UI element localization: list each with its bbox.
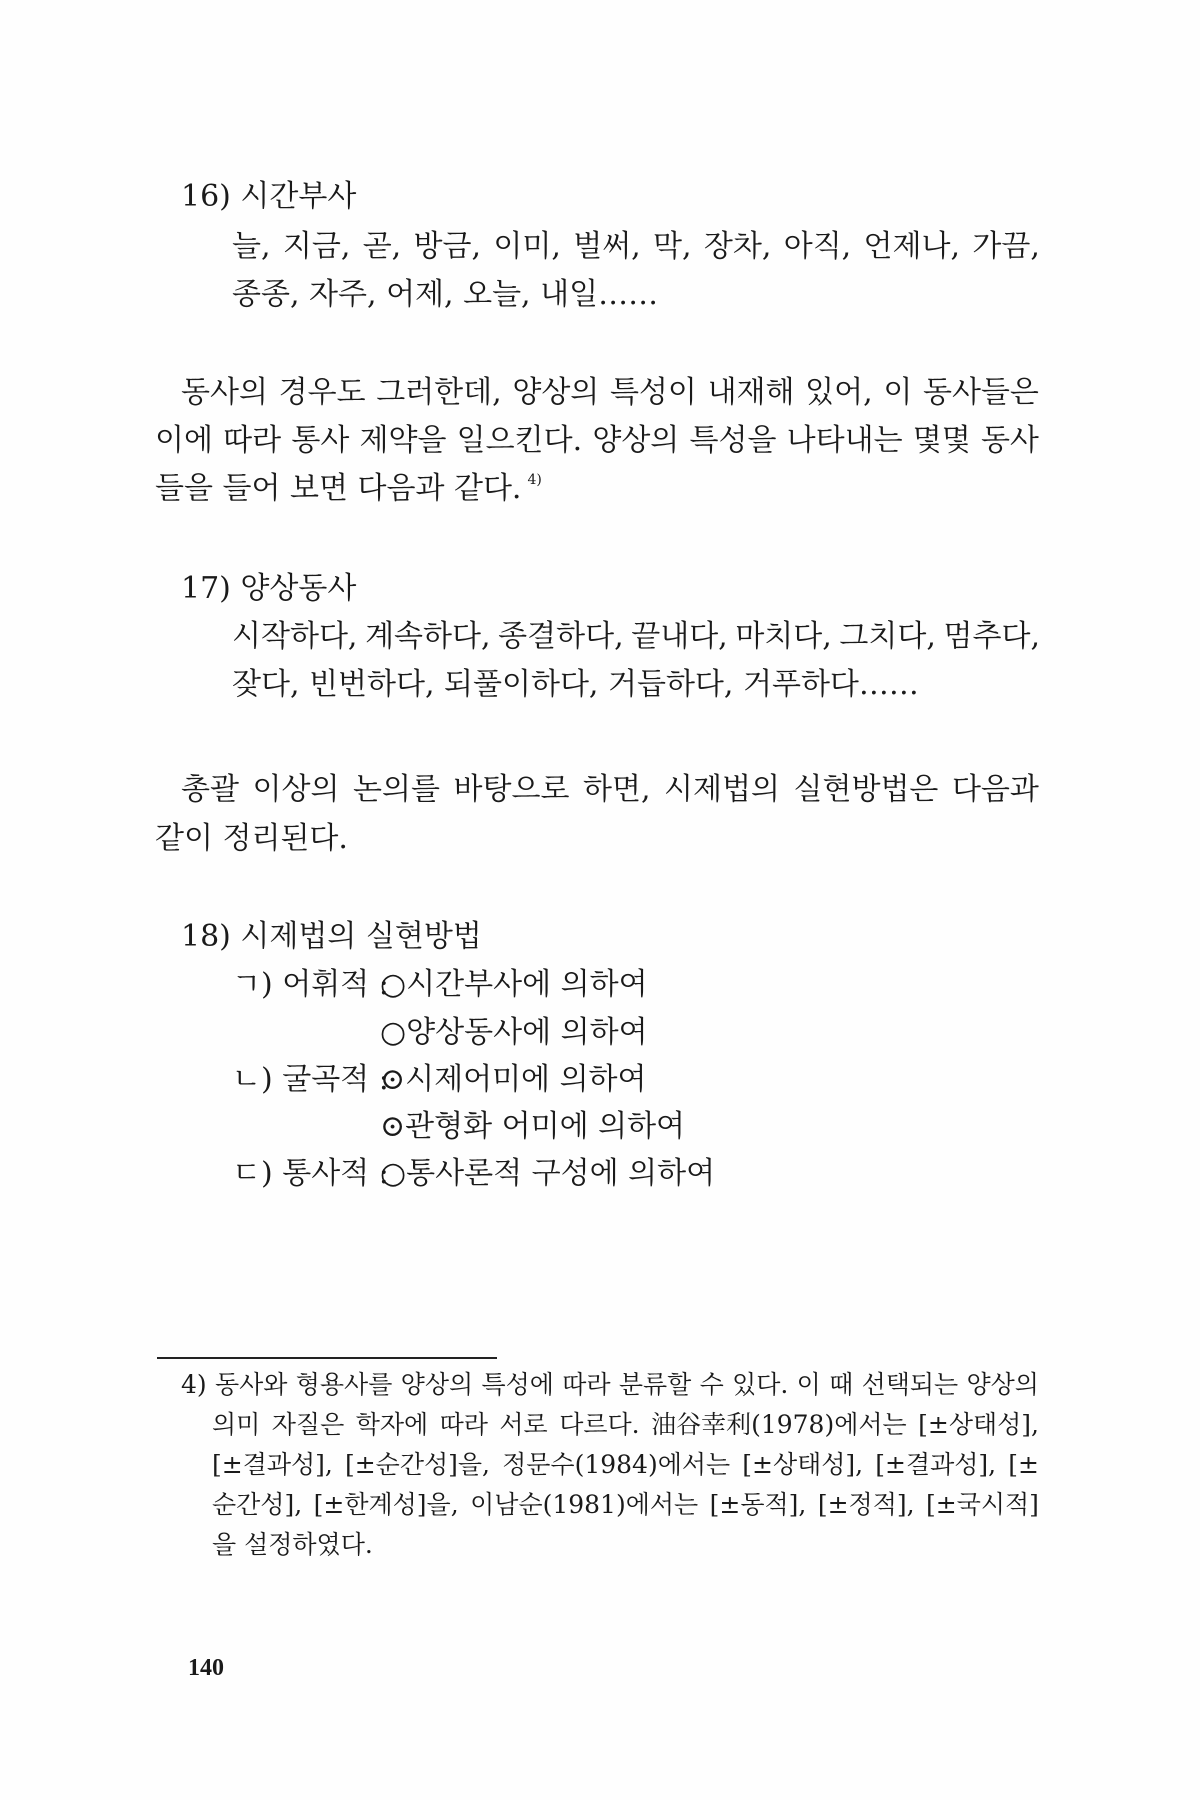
ex18-row-2-value: ○양상동사에 의하여 [380, 1015, 648, 1050]
word: 따라 [439, 1410, 488, 1439]
example-16-heading: 16) 시간부사 [181, 179, 357, 214]
word: 있어, [805, 375, 873, 410]
word: 의미 [212, 1410, 261, 1439]
word: 종결하다, [498, 619, 624, 654]
word: 시작하다, [232, 619, 358, 654]
paragraph-1-line-2 [155, 424, 1039, 458]
word: 마치다, [735, 619, 832, 654]
word: 순간성], [212, 1490, 303, 1519]
word: [±상태성], [742, 1450, 864, 1479]
word: 곧, [362, 229, 402, 264]
footnote-line-4 [212, 1490, 1039, 1520]
footnote-line-5: 을 설정하였다. [212, 1530, 373, 1559]
word: 특성이 [609, 375, 697, 410]
example-17-line-2: 잦다, 빈번하다, 되풀이하다, 거듭하다, 거푸하다…… [232, 667, 919, 702]
word: 장차, [703, 229, 772, 264]
word: 동사와 [214, 1370, 288, 1399]
word: 지금, [282, 229, 351, 264]
word: 그치다, [839, 619, 936, 654]
word: 있다. [732, 1370, 789, 1399]
word: [±상태성], [918, 1410, 1039, 1439]
word: 내재해 [707, 375, 795, 410]
word: 정문수(1984)에서는 [502, 1450, 731, 1479]
word: [±결과성], [875, 1450, 997, 1479]
word: 동사의 [181, 375, 268, 410]
word: 나타내는 [786, 423, 903, 458]
word: 이미, [493, 229, 561, 264]
ex18-row-5-value: ○통사론적 구성에 의하여 [380, 1156, 716, 1191]
footnote-line-1 [181, 1370, 1039, 1400]
paragraph-2-line-1 [181, 773, 1039, 807]
ex18-row-1-label: ㄱ) 어휘적 : [232, 967, 389, 1002]
word: 선택되는 [861, 1370, 959, 1399]
example-18-heading: 18) 시제법의 실현방법 [181, 919, 482, 954]
word: 동사들은 [922, 375, 1039, 410]
word: 양상의 [592, 423, 680, 458]
word: [±정적], [817, 1490, 915, 1519]
word: 그러한데, [376, 375, 502, 410]
paragraph-1-line-3-text: 들을 들어 보면 다음과 같다. [155, 471, 522, 506]
ex18-row-3-label: ㄴ) 굴곡적 : [232, 1062, 389, 1097]
word: 다르다. [559, 1410, 640, 1439]
word: 양상의 [966, 1370, 1039, 1399]
word: 막, [653, 229, 692, 264]
word: 몇몇 [912, 423, 971, 458]
word: 학자에 [355, 1410, 429, 1439]
word: 자질은 [271, 1410, 345, 1439]
word: [±한계성]을, [313, 1490, 459, 1519]
word: 분류할 [618, 1370, 692, 1399]
word: 따라 [223, 423, 282, 458]
word: 계속하다, [365, 619, 491, 654]
word: 경우도 [278, 375, 366, 410]
ex18-row-4-value: ⊙관형화 어미에 의하여 [380, 1109, 686, 1144]
word: 양상의 [512, 375, 600, 410]
word: 수 [699, 1370, 724, 1399]
ex18-row-1-value: ○시간부사에 의하여 [380, 967, 648, 1002]
word: 실현방법은 [793, 772, 939, 807]
word: 이남순(1981)에서는 [470, 1490, 699, 1519]
word: [±동적], [709, 1490, 807, 1519]
word: 시제법의 [664, 772, 780, 807]
word: 이 [883, 375, 913, 410]
paragraph-1-line-3 [155, 472, 542, 511]
word: 때 [829, 1370, 854, 1399]
word: 이상의 [252, 772, 340, 807]
word: 이에 [155, 423, 213, 458]
word: 언제나, [863, 229, 961, 264]
word: 벌써, [573, 229, 641, 264]
word: [± [1008, 1450, 1039, 1479]
word: 가끔, [972, 229, 1040, 264]
word: 따라 [562, 1370, 611, 1399]
ex18-row-5-label: ㄷ) 통사적 : [232, 1156, 389, 1191]
footnote-line-3 [212, 1450, 1039, 1480]
word: 다음과 [951, 772, 1039, 807]
word: 아직, [783, 229, 852, 264]
footnote-divider [157, 1357, 497, 1359]
example-16-line-1 [232, 230, 1040, 264]
example-17-line-1 [232, 620, 1040, 654]
word: 바탕으로 [453, 772, 570, 807]
word: 제약을 [359, 423, 447, 458]
word: 일으킨다. [456, 423, 583, 458]
paragraph-1-line-1 [181, 376, 1039, 410]
word: 총괄 [181, 772, 239, 807]
word: 하면, [582, 772, 651, 807]
word: [±국시적] [926, 1490, 1039, 1519]
footnote-line-2 [212, 1410, 1039, 1440]
word: 논의를 [353, 772, 440, 807]
word: 이 [796, 1370, 821, 1399]
word: 특성에 [481, 1370, 554, 1399]
word: 멈추다, [943, 619, 1040, 654]
paragraph-2-line-2: 같이 정리된다. [155, 821, 348, 856]
word: [±결과성], [212, 1450, 333, 1479]
word: 특성을 [689, 423, 777, 458]
word: 끝내다, [631, 619, 728, 654]
word: 방금, [413, 229, 482, 264]
ex18-row-3-value: ⊙시제어미에 의하여 [380, 1062, 647, 1097]
word: 동사 [980, 423, 1039, 458]
word: 서로 [499, 1410, 548, 1439]
page-number: 140 [188, 1655, 224, 1681]
word: [±순간성]을, [344, 1450, 490, 1479]
word: 4) [181, 1370, 207, 1399]
word: 油谷幸利(1978)에서는 [651, 1410, 907, 1439]
word: 형용사를 [295, 1370, 393, 1399]
footnote-reference: 4) [527, 472, 542, 488]
word: 통사 [291, 423, 350, 458]
example-16-line-2: 종종, 자주, 어제, 오늘, 내일…… [232, 277, 659, 312]
word: 늘, [232, 229, 271, 264]
word: 양상의 [400, 1370, 474, 1399]
example-17-heading: 17) 양상동사 [181, 571, 357, 606]
